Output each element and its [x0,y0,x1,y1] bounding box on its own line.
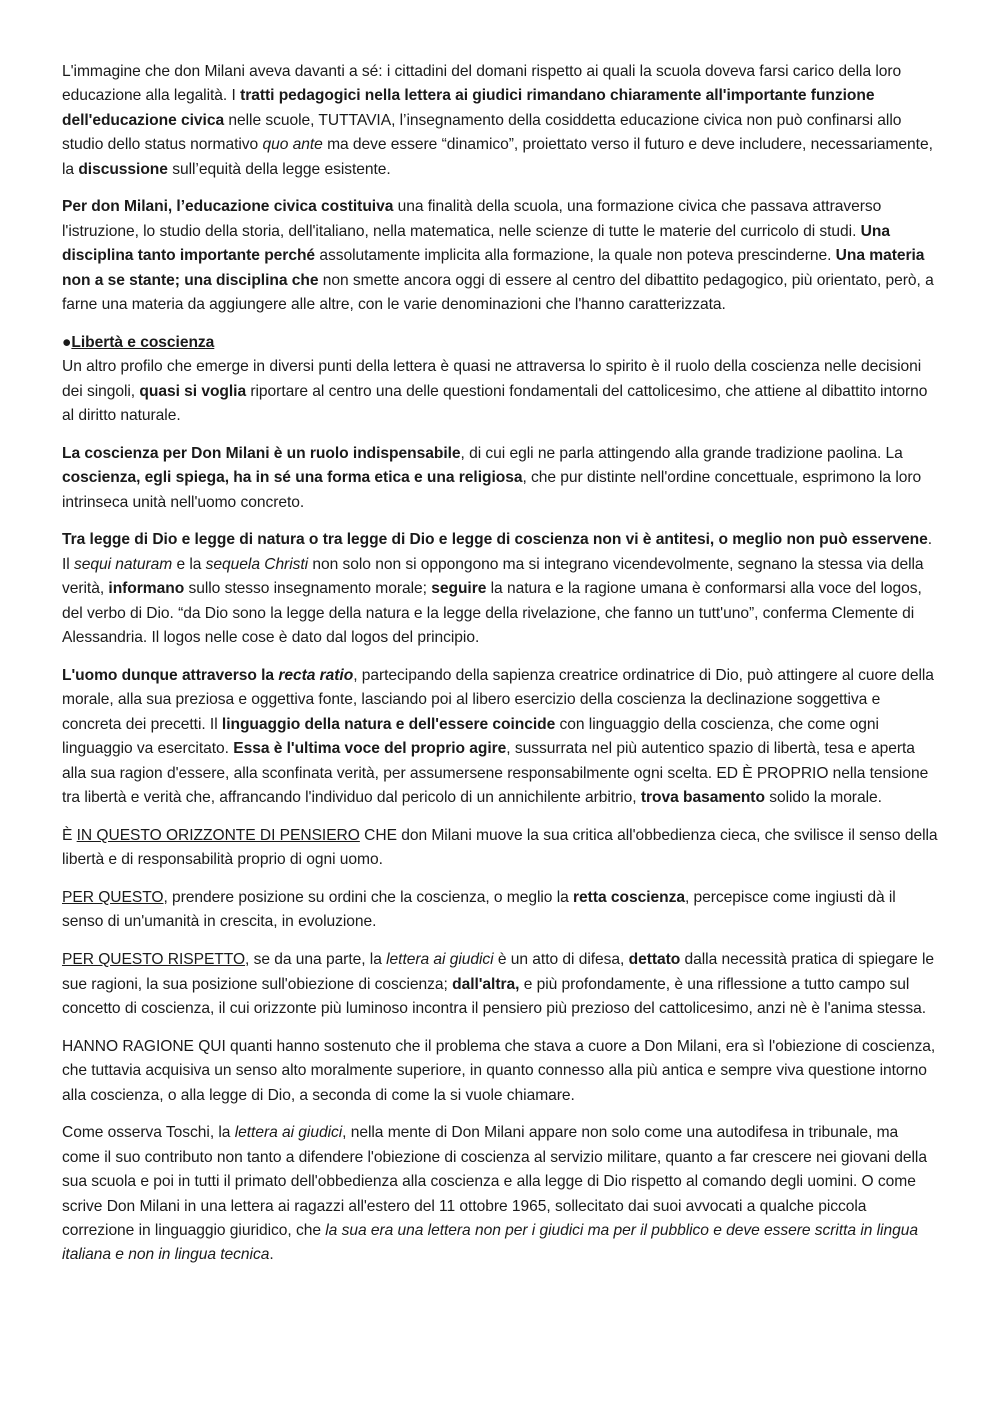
text-run: non smette ancora oggi di essere al centro del dibattito pedagogico, più orientato, però, a farne una materia da aggiungere alle altre, con le varie denominazioni che l'hanno caratterizzata. [62,271,934,314]
paragraph-3 [62,331,938,429]
text-run: CHE don Milani muove la sua critica all'obbedienza cieca, che svilisce il senso della libertà e di responsabilità proprio di ogni uomo. [62,826,938,869]
text-run: solido la morale. [764,788,882,806]
text-run: Come osserva Toschi, la [62,1124,235,1142]
text-run: , se da una parte, la [245,951,387,969]
text-run: coscienza, egli spiega, ha in sé una forma etica e una religiosa [62,469,523,487]
text-run: è un atto di difesa, [493,951,629,969]
text-run: Essa è l'ultima voce del proprio agire [233,740,507,758]
text-run: informano [108,580,185,598]
text-run: recta ratio [278,666,354,684]
text-run: . Il [62,531,933,573]
paragraph-11 [62,1121,938,1267]
paragraph-7 [62,824,938,873]
text-run: nelle scuole, TUTTAVIA, l’insegnamento della cosiddetta educazione civica non può confinarsi allo studio dello status normativo [62,111,902,154]
text-run: quo ante [262,136,323,154]
text-run: ma deve essere “dinamico”, proiettato verso il futuro e deve includere, necessariamente, la [62,136,933,178]
text-run: quasi si voglia [139,382,247,400]
text-run: la natura e la ragione umana è conformarsi alla voce del logos, del verbo di Dio. “da Dio sono la legge della natura e la legge della rivelazione, che fanno un tutt'uno”, conferma Clemente di Alessandria. Il logos nelle cose è dato dal logos del principio. [62,580,922,647]
paragraph-8 [62,886,938,935]
paragraph-5 [62,528,938,650]
text-run: non solo non si oppongono ma si integrano vicendevolmente, segnano la stessa via della verità, [62,555,924,598]
text-run: riportare al centro una delle questioni fondamentali del cattolicesimo, che attiene al dibattito intorno al diritto naturale. [62,382,928,425]
section-heading-text: Libertà e coscienza [71,333,215,351]
paragraph-6 [62,664,938,810]
text-run: linguaggio della natura e dell'essere coincide [221,715,556,733]
text-run: e la [172,555,206,573]
text-run: IN QUESTO ORIZZONTE DI PENSIERO [76,826,360,844]
text-run: la sua era una lettera non per i giudici ma per il pubblico e deve essere scritta in lingua italiana e non in lingua tecnica [62,1221,918,1264]
text-run: Per don Milani, l’educazione civica costituiva [62,198,394,216]
text-run: L'uomo dunque attraverso la [62,666,279,684]
text-run: trova basamento [640,788,765,806]
text-run: lettera ai giudici [234,1124,343,1142]
text-run: retta coscienza [573,888,685,906]
text-run: sull’equità della legge esistente. [167,160,391,178]
text-run: , di cui egli ne parla attingendo alla grande tradizione paolina. La [460,444,903,462]
text-run: tratti pedagogici nella lettera ai giudici rimandano chiaramente all'importante funzione dell'educazione civica [62,87,875,129]
bullet-icon: ● [62,333,72,351]
text-run: PER QUESTO RISPETTO [62,951,246,969]
document-page [62,60,938,1281]
paragraph-1 [62,60,938,182]
text-run: una finalità della scuola, una formazione civica che passava attraverso l'istruzione, lo studio della storia, dell'italiano, nella matematica, nelle scienze di tutte le materie del curricolo di studi. [62,198,882,240]
text-run: con linguaggio della coscienza, che come ogni linguaggio va esercitato. [62,715,879,758]
text-run: seguire [431,580,487,598]
text-run: , prendere posizione su ordini che la coscienza, o meglio la [163,888,574,906]
text-run: e più profondamente, è una riflessione a tutto campo sul concetto di coscienza, il cui orizzonte più luminoso incontra il pensiero più prezioso del cattolicesimo, anzi nè è l'anima stessa. [62,975,927,1017]
paragraph-9 [62,948,938,1021]
text-run: È [62,826,77,844]
text-run: L'immagine che don Milani aveva davanti a sé: i cittadini del domani rispetto ai quali la scuola doveva farsi carico della loro educazione alla legalità. I [62,63,902,105]
text-run: dall'altra, [452,975,520,993]
text-run: HANNO RAGIONE QUI quanti hanno sostenuto che il problema che stava a cuore a Don Milani, era sì l'obiezione di coscienza, che tuttavia acquisiva un senso alto moralmente superiore, in quanto connesso alla più antica e sempre viva questione intorno alla coscienza, o alla legge di Dio, a seconda di come la si vuole chiamare. [62,1037,936,1104]
paragraph-2 [62,195,938,317]
text-run: dalla necessità pratica di spiegare le sue ragioni, la sua posizione sull'obiezione di coscienza; [62,951,934,993]
text-run: , sussurrata nel più autentico spazio di libertà, tesa e aperta alla sua ragion d'essere, alla sconfinata verità, per assumersene responsabilmente ogni scelta. ED È PROPRIO nella tensione tra libertà e verità che, affrancando l'individuo dal pericolo di un annichilente arbitrio, [62,740,929,806]
text-run: , percepisce come ingiusti dà il senso di un'umanità in crescita, in evoluzione. [62,888,896,931]
text-run: Una materia non a se stante; una disciplina che [62,247,925,289]
text-run: La coscienza per Don Milani è un ruolo indispensabile [62,444,461,462]
text-run: , nella mente di Don Milani appare non solo come una autodifesa in tribunale, ma come il suo contributo non tanto a difendere l'obiezione di coscienza al servizio militare, quanto a far crescere nei giovani della sua scuola e poi in tutti il primato dell'obbedienza alla coscienza e alla legge di Dio rispetto al comando degli uomini. O come scrive Don Milani in una lettera ai ragazzi all'estero del 11 ottobre 1965, sollecitato dai suoi avvocati a qualche piccola correzione in linguaggio giuridico, che [62,1124,927,1239]
text-run: . [269,1246,274,1264]
text-run: sequela Christi [205,555,309,573]
text-run: sequi naturam [73,555,173,573]
text-run: PER QUESTO [62,888,164,906]
text-run: discussione [78,160,168,178]
text-run: lettera ai giudici [386,951,494,969]
paragraph-4 [62,442,938,515]
text-run: sullo stesso insegnamento morale; [184,580,432,598]
section-heading [62,331,938,355]
text-run: , che pur distinte nell'ordine concettuale, esprimono la loro intrinseca unità nell'uomo concreto. [62,469,922,511]
text-run: Un altro profilo che emerge in diversi punti della lettera è quasi ne attraversa lo spirito è il ruolo della coscienza nelle decisioni dei singoli, [62,358,922,400]
text-run: , partecipando della sapienza creatrice ordinatrice di Dio, può attingere al cuore della morale, alla sua preziosa e oggettiva fonte, lasciando poi al libero esercizio della coscienza la declinazione soggettiva e concreta dei precetti. Il [62,666,934,733]
text-run: dettato [628,951,681,969]
paragraph-10 [62,1035,938,1108]
text-run: Una disciplina tanto importante perché [62,222,890,265]
text-run: assolutamente implicita alla formazione, la quale non poteva prescinderne. [315,247,836,265]
text-run: Tra legge di Dio e legge di natura o tra legge di Dio e legge di coscienza non vi è antitesi, o meglio non può esservene [62,531,928,549]
